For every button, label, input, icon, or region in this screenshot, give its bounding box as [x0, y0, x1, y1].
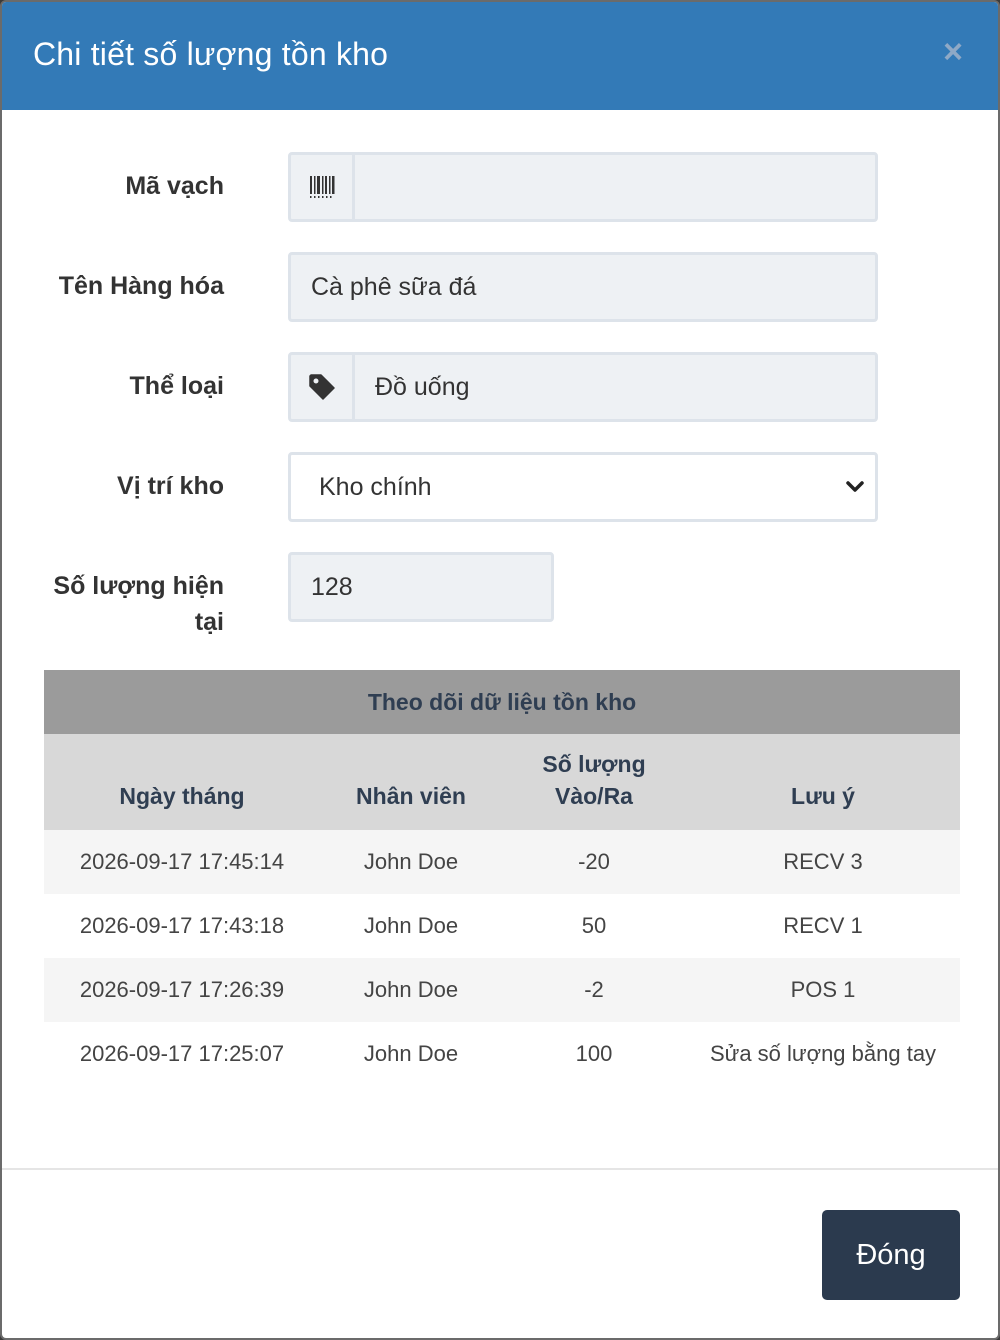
product-name-field[interactable] [288, 252, 878, 322]
category-field[interactable] [288, 352, 878, 422]
table-row [44, 1022, 960, 1086]
barcode-field[interactable] [288, 152, 878, 222]
product-name-label: Tên Hàng hóa [58, 272, 224, 300]
footer-divider [2, 1168, 998, 1170]
row-date: 2026-09-17 17:45:14 [44, 830, 320, 894]
modal-title: Chi tiết số lượng tồn kho [33, 36, 389, 72]
tag-icon [291, 355, 355, 419]
product-name-input[interactable]: Cà phê sữa đá [311, 273, 477, 301]
category-label: Thể loại [129, 372, 224, 400]
barcode-input[interactable] [355, 155, 875, 219]
tracking-title: Theo dõi dữ liệu tồn kho [44, 670, 960, 734]
row-qty: 50 [502, 894, 686, 958]
quantity-field[interactable] [288, 552, 554, 622]
row-qty: -2 [502, 958, 686, 1022]
column-header-date: Ngày tháng [44, 734, 320, 830]
column-header-qty-text: Số lượng Vào/Ra [542, 751, 646, 809]
row-note: Sửa số lượng bằng tay [686, 1022, 960, 1086]
chevron-down-icon [845, 479, 865, 495]
close-icon[interactable]: × [943, 33, 963, 71]
row-note: RECV 1 [686, 894, 960, 958]
barcode-label: Mã vạch [125, 172, 224, 200]
row-qty: -20 [502, 830, 686, 894]
column-header-staff: Nhân viên [320, 734, 502, 830]
table-row [44, 958, 960, 1022]
warehouse-label: Vị trí kho [117, 472, 224, 500]
warehouse-select[interactable] [288, 452, 878, 522]
table-row [44, 894, 960, 958]
row-staff: John Doe [320, 1022, 502, 1086]
row-note: POS 1 [686, 958, 960, 1022]
close-button[interactable]: Đóng [822, 1210, 960, 1300]
modal-header [2, 2, 998, 110]
row-date: 2026-09-17 17:25:07 [44, 1022, 320, 1086]
table-row [44, 830, 960, 894]
column-header-note: Lưu ý [686, 734, 960, 830]
row-staff: John Doe [320, 958, 502, 1022]
warehouse-selected-value: Kho chính [319, 473, 432, 501]
column-header-qty [502, 734, 686, 830]
row-note: RECV 3 [686, 830, 960, 894]
category-input[interactable]: Đồ uống [375, 373, 470, 401]
barcode-icon [291, 155, 355, 219]
table-header-row [44, 734, 960, 830]
row-date: 2026-09-17 17:43:18 [44, 894, 320, 958]
row-staff: John Doe [320, 894, 502, 958]
quantity-label: Số lượng hiện tại [53, 572, 224, 636]
quantity-input[interactable]: 128 [311, 573, 353, 601]
row-date: 2026-09-17 17:26:39 [44, 958, 320, 1022]
row-qty: 100 [502, 1022, 686, 1086]
inventory-tracking-panel [44, 670, 960, 1086]
tracking-table [44, 734, 960, 1086]
row-staff: John Doe [320, 830, 502, 894]
